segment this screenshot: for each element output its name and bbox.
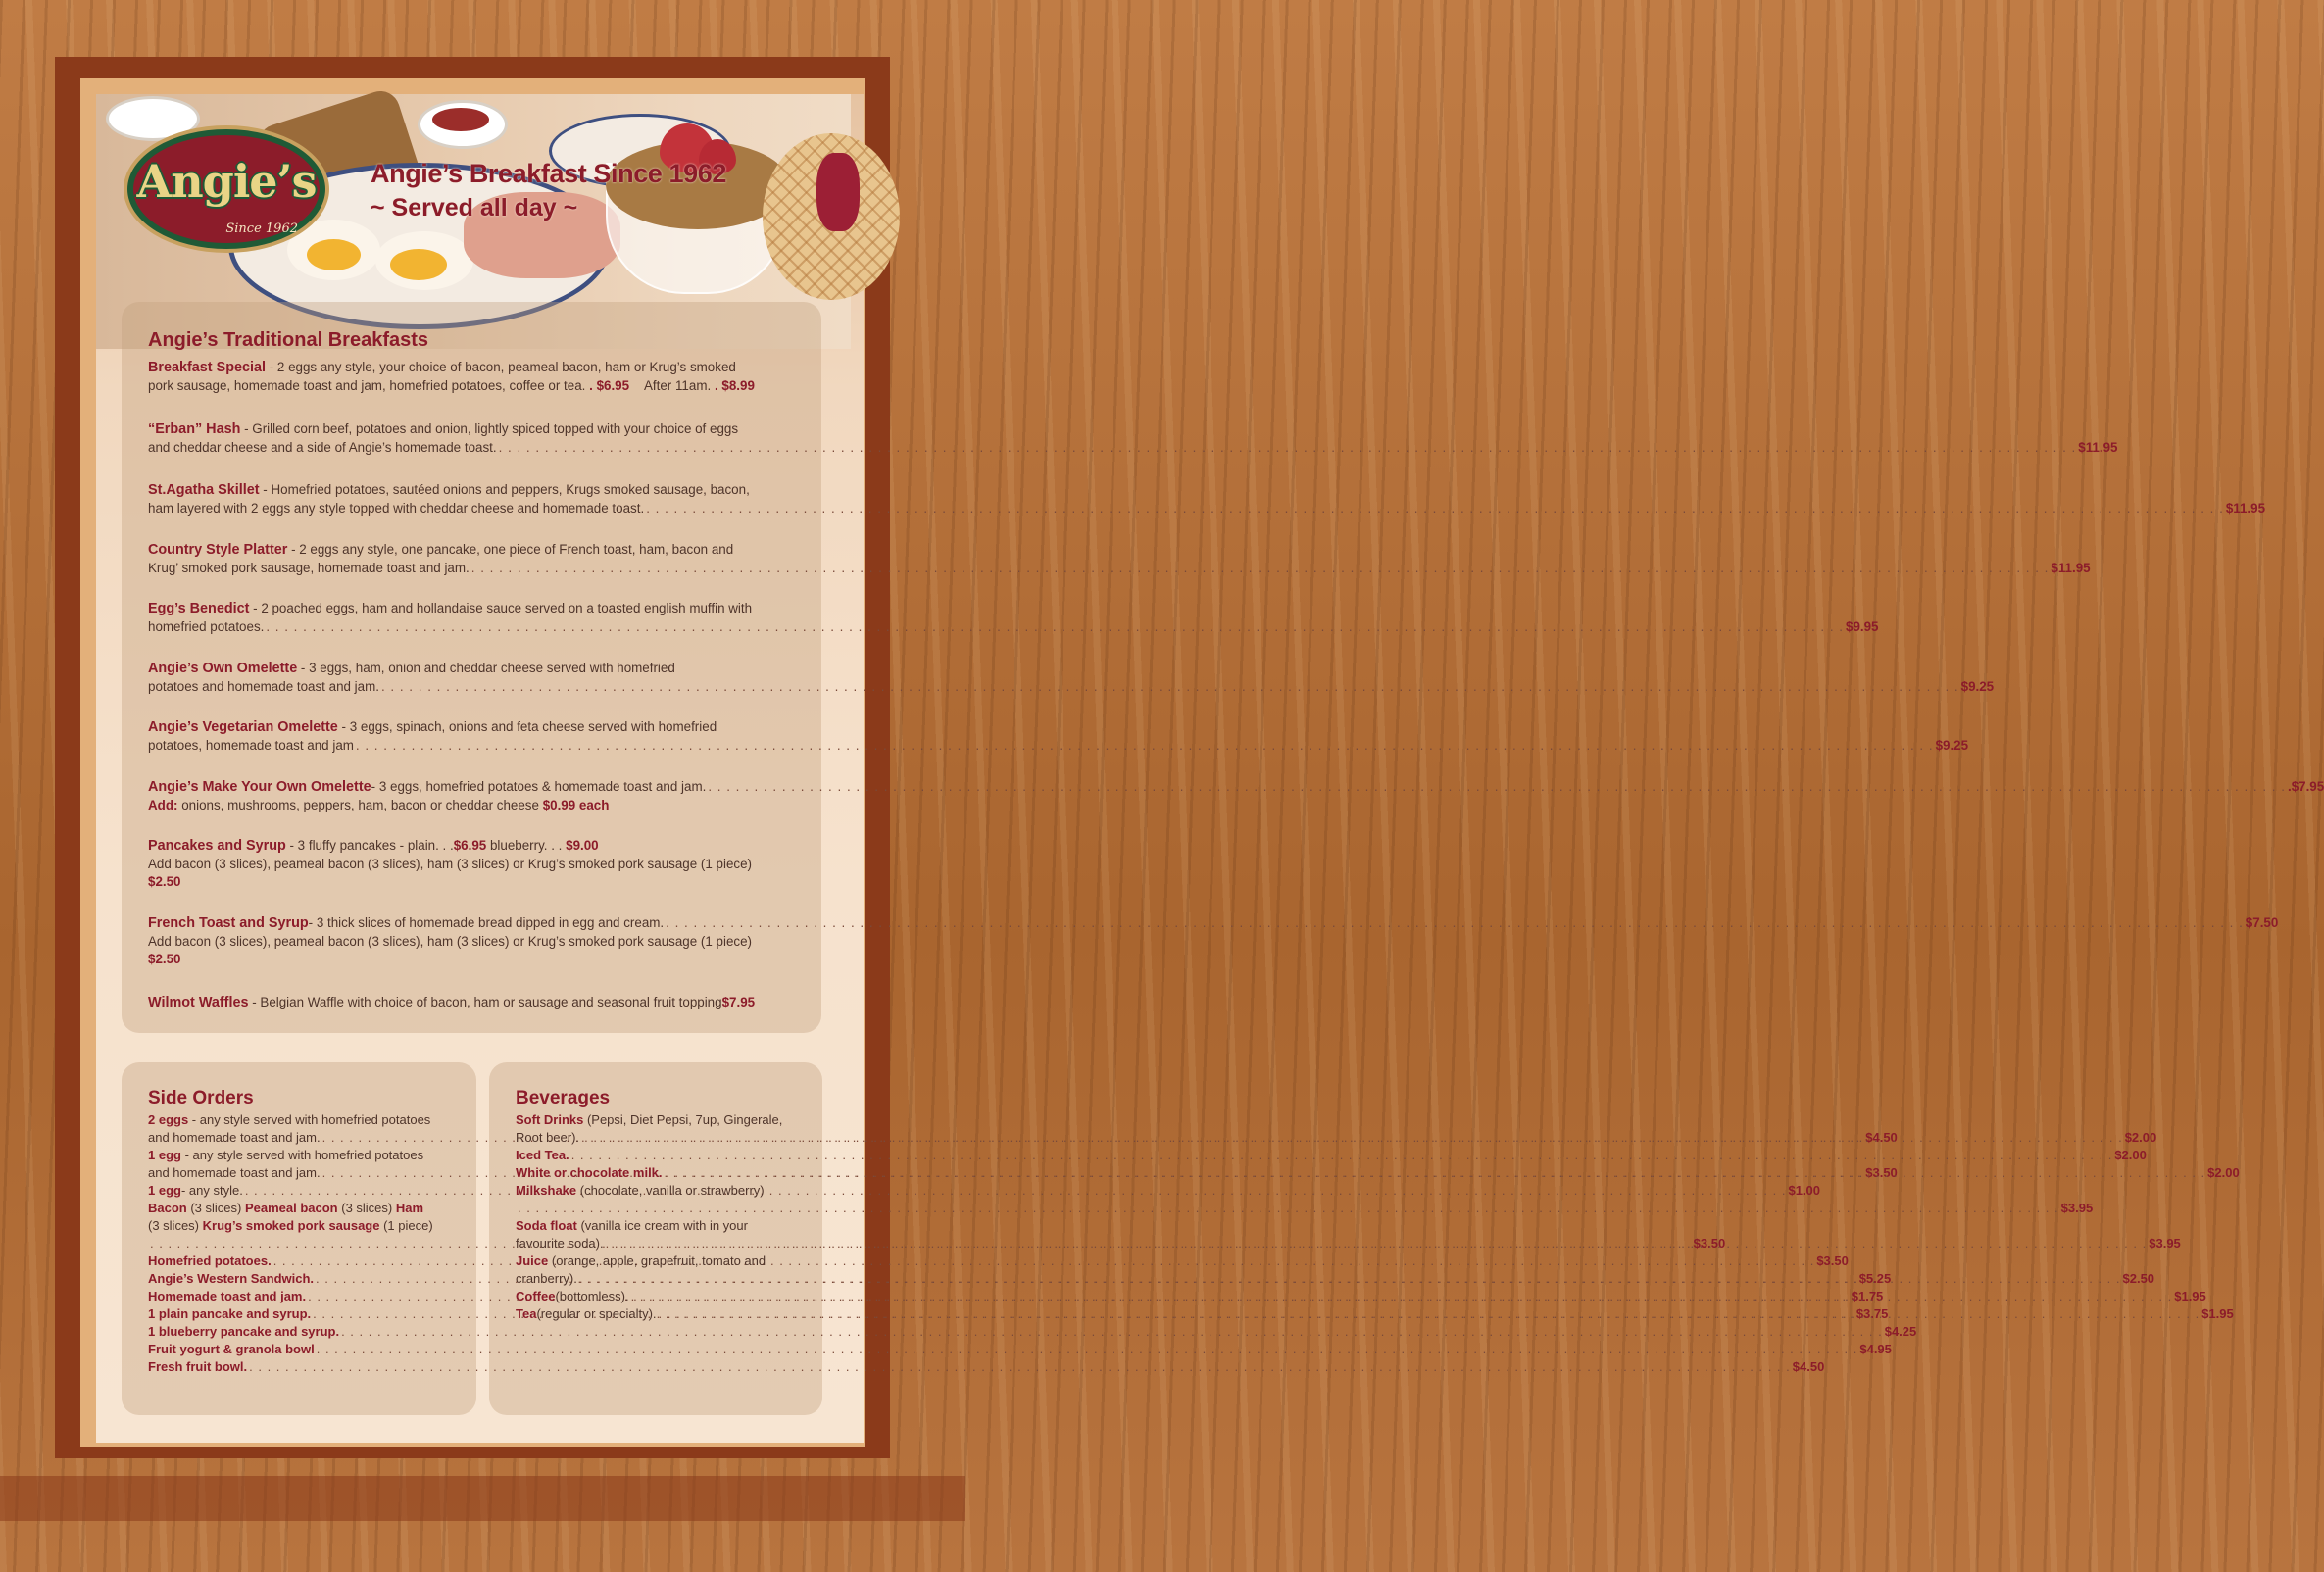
- side-item-meats: Bacon (3 slices) Peameal bacon (3 slices) Ham: [148, 1201, 424, 1215]
- traditional-title: Angie’s Traditional Breakfasts: [148, 329, 429, 351]
- beverage-juice: Juice (orange, apple, grapefruit, tomato and: [516, 1253, 766, 1268]
- menu-item-own-omelette: Angie’s Own Omelette - 3 eggs, ham, onion and cheddar cheese served with homefried potatoes and homemade toast and jam. . . . $9.25: [148, 660, 805, 696]
- menu-item-french-toast: French Toast and Syrup - 3 thick slices of homemade bread dipped in egg and cream. . . . $7.50 Add bacon (3 slices), peameal bacon (3 slices), ham (3 slices) or Krug’s smoked pork sausage (1 piece) $2.50: [148, 914, 805, 969]
- side-item-2-eggs: 2 eggs - any style served with homefried potatoes: [148, 1112, 431, 1127]
- beverage-soft-drinks: Soft Drinks (Pepsi, Diet Pepsi, 7up, Gingerale,: [516, 1112, 783, 1127]
- menu-item-pancakes-and-syrup: Pancakes and Syrup - 3 fluffy pancakes - plain. . .$6.95 blueberry. . . $9.00 Add bacon (3 slices), peameal bacon (3 slices), ham (3 slices) or Krug’s smoked pork sausage (1 piece) $2.50: [148, 838, 753, 889]
- beverage-soda-float: Soda float (vanilla ice cream with in your: [516, 1218, 748, 1233]
- menu-item-vegetarian-omelette: Angie’s Vegetarian Omelette - 3 eggs, spinach, onions and feta cheese served with homefried potatoes, homemade toast and jam . . . $9.25: [148, 718, 805, 755]
- angies-logo: [124, 125, 329, 253]
- side-item: 1 plain pancake and syrup. . . . $3.75: [148, 1305, 449, 1323]
- menu-item-country-style-platter: Country Style Platter - 2 eggs any style, one pancake, one piece of French toast, ham, bacon and Krug’ smoked pork sausage, homemade toast and jam. . . . $11.95: [148, 541, 805, 577]
- beverage-milk: White or chocolate milk. . . . $2.00: [516, 1164, 796, 1182]
- side-orders-list: 2 eggs - any style served with homefried potatoes and homemade toast and jam. . . . $4.50 1 egg - any style served with homefried potatoes and homemade toast and jam. . . . $3.50 1 egg - any style. . . . $1.00 Bacon (3 slices) Peameal bacon (3 slices) Ham (3 slices) Krug’s smoked pork sausage (1 piece) . . . $3.50 Homefried potatoes. . . . $3.50 Angie’s Western Sandwich. . . . $5.25 Homemade toast and jam. . . . $1.75 1 plain pancake and syrup. . . . $3.75 1 blueberry pancake and syrup. . . . $4.25 Fruit yogurt & granola bowl . . . $4.95 Fresh fruit bowl. . . . $4.50: [148, 1111, 449, 1376]
- side-item: 1 blueberry pancake and syrup. . . . $4.25: [148, 1323, 449, 1341]
- side-item-1-egg-full: 1 egg - any style served with homefried potatoes: [148, 1148, 424, 1162]
- beverage-coffee: Coffee (bottomless). . . . $1.95: [516, 1288, 796, 1305]
- side-orders-title: Side Orders: [148, 1088, 254, 1108]
- beverage-iced-tea: Iced Tea. . . . $2.00: [516, 1147, 796, 1164]
- side-item-1-egg: 1 egg - any style. . . . $1.00: [148, 1182, 449, 1200]
- beverage-milkshake: Milkshake (chocolate, vanilla or strawberry): [516, 1183, 765, 1198]
- beverages-list: Soft Drinks (Pepsi, Diet Pepsi, 7up, Gingerale, Root beer). . . . $2.00 Iced Tea. . . . $2.00 White or chocolate milk. . . . $2.00 Milkshake (chocolate, vanilla or strawberry) . . . $3.95 Soda float (vanilla ice cream with in your favourite soda). . . . $3.95 Juice (orange, apple, grapefruit, tomato and cranberry). . . . $2.50 Coffee (bottomless). . . . $1.95 Tea (regular or specialty). . . . $1.95: [516, 1111, 796, 1323]
- menu-item-eggs-benedict: Egg’s Benedict - 2 poached eggs, ham and hollandaise sauce served on a toasted english muffin with homefried potatoes. . . . $9.95: [148, 600, 805, 636]
- wood-band: [0, 1476, 965, 1521]
- side-item: Homemade toast and jam. . . . $1.75: [148, 1288, 449, 1305]
- menu-item-st-agatha-skillet: St.Agatha Skillet - Homefried potatoes, sautéed onions and peppers, Krugs smoked sausage, bacon, ham layered with 2 eggs any style topped with cheddar cheese and homemade toast. . . . $11.95: [148, 481, 805, 517]
- side-item: Fresh fruit bowl. . . . $4.50: [148, 1358, 449, 1376]
- menu-item-wilmot-waffles: Wilmot Waffles - Belgian Waffle with choice of bacon, ham or sausage and seasonal fruit topping$7.95: [148, 995, 756, 1010]
- logo-since: Since 1962: [225, 221, 298, 236]
- beverage-tea: Tea (regular or specialty). . . . $1.95: [516, 1305, 796, 1323]
- menu-item-breakfast-special: Breakfast Special - 2 eggs any style, your choice of bacon, peameal bacon, ham or Krug’s smoked pork sausage, homemade toast and jam, homefried potatoes, coffee or tea. . $6.95 After 11am. . $8.99: [148, 360, 755, 393]
- side-item: Fruit yogurt & granola bowl . . . $4.95: [148, 1341, 449, 1358]
- menu-item-make-your-own-omelette: Angie’s Make Your Own Omelette - 3 eggs, homefried potatoes & homemade toast and jam. . . . .$7.95 Add: onions, mushrooms, peppers, ham, bacon or cheddar cheese $0.99 each: [148, 778, 805, 814]
- menu-headline: Angie’s Breakfast Since 1962: [371, 159, 726, 188]
- side-item: Angie’s Western Sandwich. . . . $5.25: [148, 1270, 449, 1288]
- menu-subheadline: ~ Served all day ~: [371, 194, 578, 221]
- beverages-title: Beverages: [516, 1088, 611, 1108]
- side-item: Homefried potatoes. . . . $3.50: [148, 1253, 449, 1270]
- logo-name: Angie’s: [136, 155, 317, 208]
- menu-item-erban-hash: “Erban” Hash - Grilled corn beef, potatoes and onion, lightly spiced topped with your choice of eggs and cheddar cheese and a side of Angie’s homemade toast. . . . $11.95: [148, 420, 805, 457]
